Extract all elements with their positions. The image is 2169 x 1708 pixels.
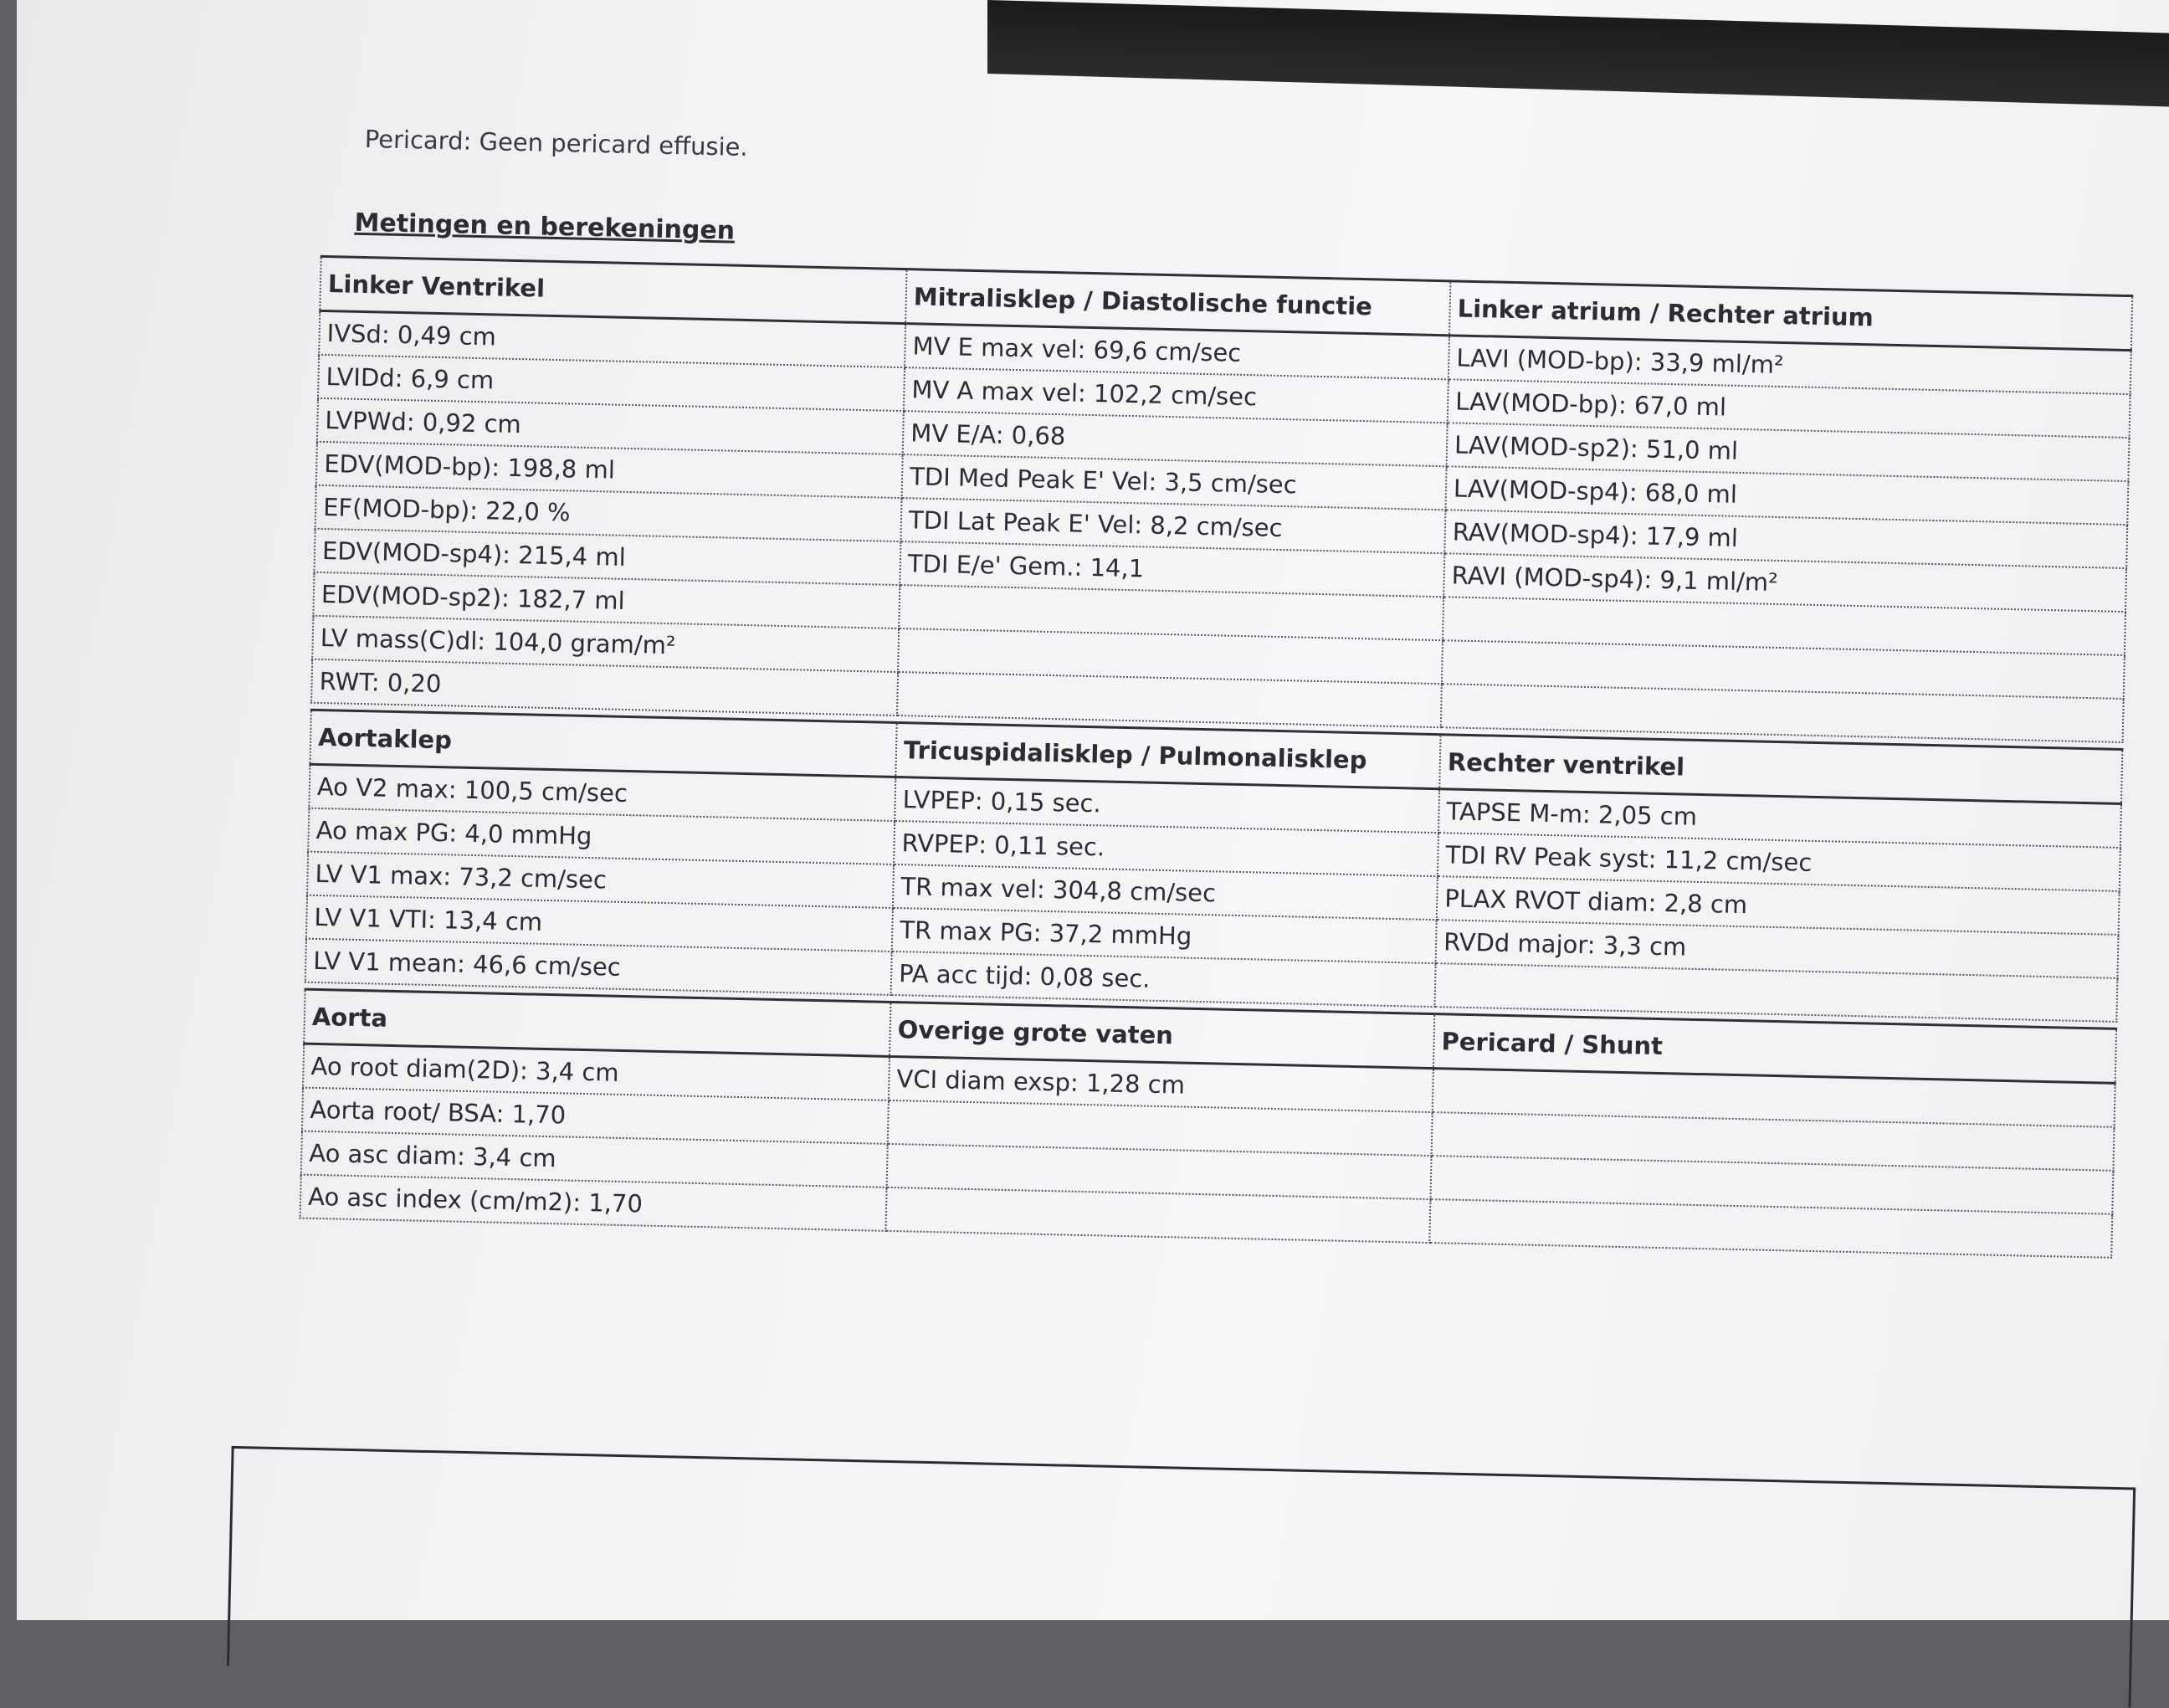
table-cell: MV E/A: 0,68 — [903, 411, 1448, 466]
table-cell: TDI Med Peak E' Vel: 3,5 cm/sec — [902, 454, 1447, 510]
table-cell: LV V1 mean: 46,6 cm/sec — [305, 939, 892, 995]
table-cell: RAV(MOD-sp4): 17,9 ml — [1444, 510, 2127, 568]
header-tricuspidalisklep: Tricuspidalisklep / Pulmonalisklep — [895, 723, 1440, 789]
table-cell: PLAX RVOT diam: 2,8 cm — [1437, 876, 2120, 935]
table-cell: LVPEP: 0,15 sec. — [895, 777, 1439, 833]
header-mitralisklep: Mitralisklep / Diastolische functie — [905, 269, 1450, 336]
table-cell: LV mass(C)dl: 104,0 gram/m² — [312, 616, 899, 672]
header-linker-ventrikel: Linker Ventrikel — [320, 256, 906, 323]
table-cell: Aorta root/ BSA: 1,70 — [302, 1088, 889, 1144]
section-heading: Metingen en berekeningen — [354, 208, 736, 246]
table-cell: LVPWd: 0,92 cm — [317, 398, 904, 454]
table-cell: TR max vel: 304,8 cm/sec — [893, 864, 1438, 920]
table-cell: VCI diam exsp: 1,28 cm — [889, 1056, 1433, 1112]
table-cell: Ao asc diam: 3,4 cm — [301, 1131, 888, 1187]
table-cell: LV V1 max: 73,2 cm/sec — [307, 852, 894, 908]
table-cell: RVPEP: 0,11 sec. — [894, 821, 1438, 876]
pericard-note: Pericard: Geen pericard effusie. — [364, 124, 749, 162]
table-cell: RWT: 0,20 — [311, 659, 898, 716]
table-cell: Ao root diam(2D): 3,4 cm — [303, 1044, 890, 1100]
table-cell: EDV(MOD-sp2): 182,7 ml — [313, 572, 900, 628]
table-cell: MV E max vel: 69,6 cm/sec — [905, 324, 1449, 380]
header-aortaklep: Aortaklep — [310, 710, 896, 777]
table-cell: LVIDd: 6,9 cm — [318, 355, 905, 411]
table-cell: LV V1 VTI: 13,4 cm — [306, 895, 893, 951]
measurements-table — [300, 255, 2134, 1259]
table-cell: RAVI (MOD-sp4): 9,1 ml/m² — [1443, 553, 2126, 612]
table-cell: LAV(MOD-sp4): 68,0 ml — [1445, 466, 2128, 525]
table-cell: Ao V2 max: 100,5 cm/sec — [309, 764, 895, 821]
header-pericard-shunt: Pericard / Shunt — [1433, 1014, 2116, 1084]
table-cell: EDV(MOD-sp4): 215,4 ml — [314, 529, 900, 585]
table-cell: LAV(MOD-bp): 67,0 ml — [1448, 379, 2131, 438]
table-cell: TAPSE M-m: 2,05 cm — [1438, 789, 2121, 848]
header-aorta: Aorta — [304, 989, 890, 1056]
table-cell: TDI RV Peak syst: 11,2 cm/sec — [1438, 833, 2120, 891]
table-cell: TDI E/e' Gem.: 14,1 — [900, 541, 1444, 597]
header-rechter-ventrikel: Rechter ventrikel — [1439, 735, 2122, 804]
table-cell: RVDd major: 3,3 cm — [1436, 920, 2119, 978]
header-overige-grote-vaten: Overige grote vaten — [890, 1002, 1434, 1068]
table-cell: LAV(MOD-sp2): 51,0 ml — [1447, 423, 2130, 481]
table-cell: MV A max vel: 102,2 cm/sec — [904, 367, 1449, 423]
table-cell: Ao max PG: 4,0 mmHg — [308, 808, 895, 864]
table-cell: Ao asc index (cm/m2): 1,70 — [300, 1175, 887, 1231]
table-cell: TDI Lat Peak E' Vel: 8,2 cm/sec — [900, 498, 1445, 553]
header-atrium: Linker atrium / Rechter atrium — [1449, 281, 2132, 351]
empty-bottom-box — [227, 1446, 2136, 1708]
table-cell: TR max PG: 37,2 mmHg — [892, 908, 1437, 963]
table-cell: PA acc tijd: 0,08 sec. — [891, 951, 1436, 1007]
table-cell: IVSd: 0,49 cm — [319, 310, 905, 367]
table-cell: EF(MOD-bp): 22,0 % — [315, 485, 902, 541]
table-cell: LAVI (MOD-bp): 33,9 ml/m² — [1449, 336, 2131, 394]
table-cell: EDV(MOD-bp): 198,8 ml — [316, 442, 903, 498]
